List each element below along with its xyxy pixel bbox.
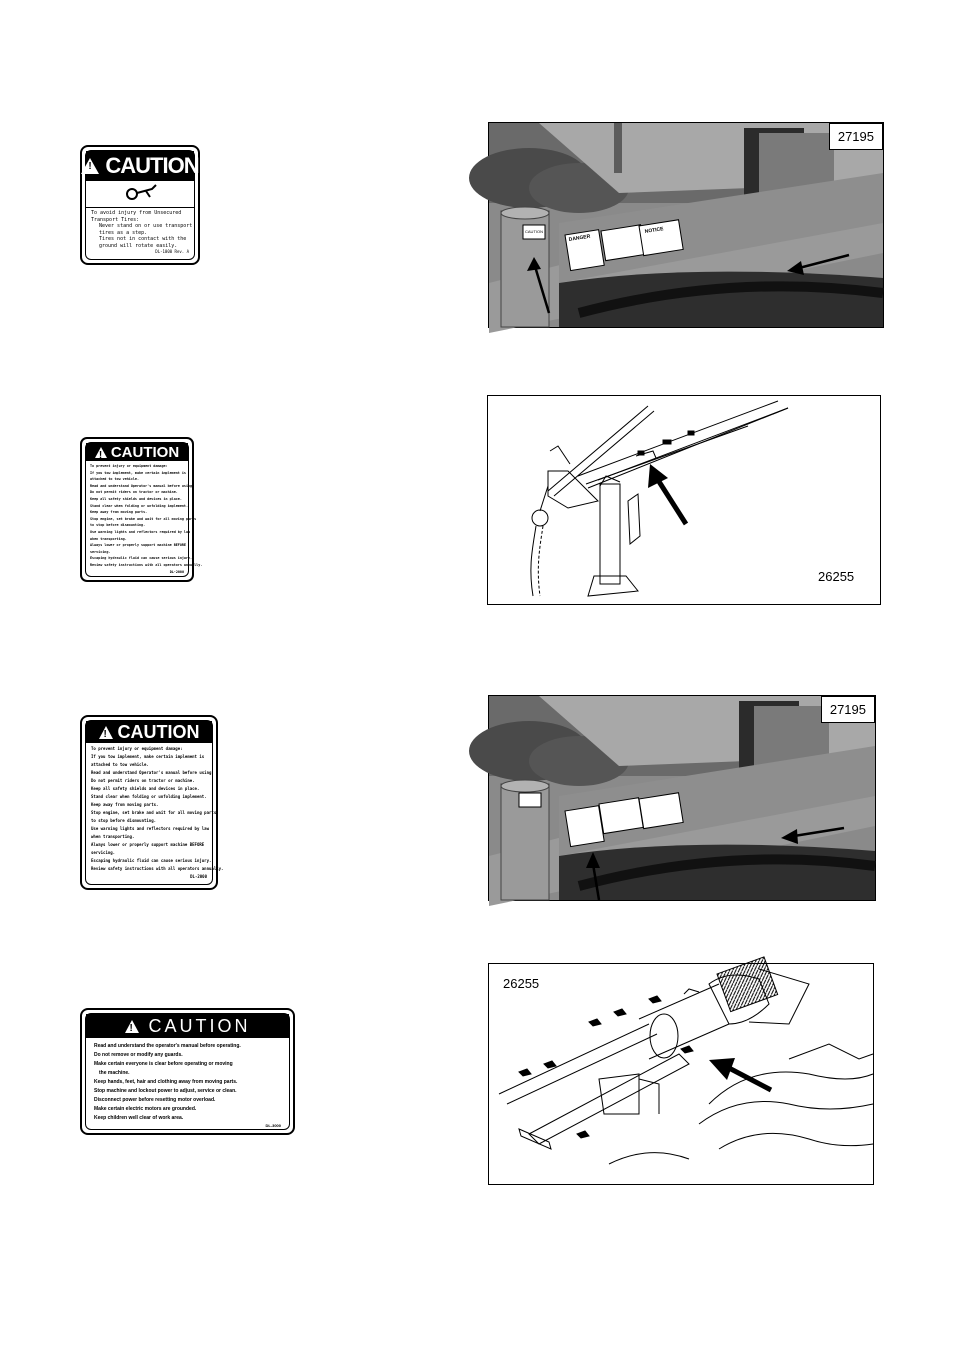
decal-line: servicing. xyxy=(91,850,116,855)
decal-line: Tires not in contact with the xyxy=(99,236,187,242)
decal-line: Keep all safety shields and devices in place. xyxy=(90,496,182,501)
photo-decal-location-3 xyxy=(488,695,876,901)
decal-line: Stop engine, set brake and wait for all moving parts xyxy=(90,516,197,521)
figure-number: 27195 xyxy=(821,696,875,723)
decal-header xyxy=(86,1014,289,1038)
decal-line: Never stand on or use transport xyxy=(99,223,193,229)
decal-line: Keep hands, feet, hair and clothing away from moving parts. xyxy=(94,1079,238,1085)
figure-number: 26255 xyxy=(818,569,855,584)
decal-header-text: CAUTION xyxy=(105,153,199,178)
caution-decal-general-3 xyxy=(80,715,224,890)
caution-decal-transport-tires xyxy=(80,145,200,265)
decal-line: servicing. xyxy=(90,549,111,554)
decal-code: DL-2000 xyxy=(190,874,207,879)
decal-code: DL-2000 xyxy=(169,569,184,574)
decal-line: Keep away from moving parts. xyxy=(91,802,159,807)
figure-number: 27195 xyxy=(829,123,883,150)
decal-code: DL-1000 Rev. A xyxy=(155,249,189,254)
decal-line: Read and understand the operator's manual before operating. xyxy=(94,1043,241,1049)
caution-decal-electric xyxy=(80,1008,295,1135)
arrow-icon xyxy=(729,1068,771,1090)
decal-line: If you tow implement, make certain implement is xyxy=(90,470,186,475)
decal-line: Use warning lights and reflectors required by law xyxy=(91,826,210,831)
decal-line: If you tow implement, make certain implement is xyxy=(91,754,205,759)
decal-line: Escaping hydraulic fluid can cause serious injury. xyxy=(91,858,212,863)
caution-decal-general-2 xyxy=(80,437,203,582)
photo-danger-label: DANGER xyxy=(568,233,591,243)
figure-auger-drawing xyxy=(488,963,874,1185)
decal-line: To prevent injury or equipment damage: xyxy=(90,464,168,468)
decal-line: To prevent injury or equipment damage: xyxy=(91,746,183,751)
decal-line: attached to tow vehicle. xyxy=(90,477,139,482)
arrow-icon xyxy=(658,480,686,524)
decal-code: DL-3000 xyxy=(265,1123,281,1128)
decal-line: the machine. xyxy=(99,1070,130,1076)
decal-line: Always lower or properly support machine BEFORE xyxy=(90,543,186,548)
decal-line: Make certain electric motors are grounded. xyxy=(94,1106,197,1112)
decal-line: Make certain everyone is clear before operating or moving xyxy=(94,1061,233,1067)
decal-line: Stop machine and lockout power to adjust, service or clean. xyxy=(94,1088,237,1094)
decal-line: Stop engine, set brake and wait for all moving parts xyxy=(91,810,217,815)
photo-notice-label: NOTICE xyxy=(644,226,664,235)
tire-symbol-icon xyxy=(86,181,194,208)
photo-decal-location-1 xyxy=(488,122,884,328)
decal-line: Do not remove or modify any guards. xyxy=(94,1052,183,1058)
decal-line: attached to tow vehicle. xyxy=(91,762,149,767)
decal-line: To avoid injury from Unsecured xyxy=(91,210,182,216)
warning-triangle-icon xyxy=(81,158,99,174)
decal-line: Read and understand Operator's manual before using. xyxy=(90,483,195,488)
figure-number: 26255 xyxy=(503,976,540,991)
decal-header-text: CAUTION xyxy=(110,443,180,461)
decal-line: Keep children well clear of work area. xyxy=(94,1115,184,1121)
decal-line: Do not permit riders on tractor or machine. xyxy=(91,778,195,783)
decal-line: Stand clear when folding or unfolding implement. xyxy=(91,794,207,799)
decal-line: Review safety instructions with all operators annually. xyxy=(90,562,203,567)
decal-line: Always lower or properly support machine BEFORE xyxy=(91,842,205,847)
decal-line: Use warning lights and reflectors required by law xyxy=(90,529,191,534)
decal-header xyxy=(86,151,199,181)
decal-line: Stand clear when folding or unfolding implement. xyxy=(90,503,188,508)
decal-line: Disconnect power before resetting motor overload. xyxy=(94,1097,216,1103)
figure-hitch-drawing xyxy=(487,395,881,605)
decal-line: when transporting. xyxy=(90,536,127,541)
decal-line: tires as a step. xyxy=(99,229,148,236)
decal-line: to stop before dismounting. xyxy=(91,818,157,823)
warning-triangle-icon xyxy=(125,1020,139,1033)
decal-line: Read and understand Operator's manual before using. xyxy=(91,770,214,775)
decal-header-text: CAUTION xyxy=(117,721,200,742)
decal-line: Keep all safety shields and devices in place. xyxy=(91,786,200,791)
photo-caution-label: CAUTION xyxy=(525,229,543,234)
decal-line: Transport Tires: xyxy=(91,216,140,223)
decal-header-text: CAUTION xyxy=(148,1015,251,1036)
decal-line: Review safety instructions with all operators annually. xyxy=(91,866,224,871)
warning-triangle-icon xyxy=(99,726,113,739)
decal-line: when transporting. xyxy=(91,834,135,839)
warning-triangle-icon xyxy=(95,447,107,458)
decal-header xyxy=(86,721,212,743)
decal-header xyxy=(86,443,188,461)
decal-line: ground will rotate easily. xyxy=(99,242,178,249)
decal-line: Keep away from moving parts. xyxy=(90,510,148,515)
decal-line: to stop before dismounting. xyxy=(90,523,146,528)
decal-line: Escaping hydraulic fluid can cause serious injury. xyxy=(90,556,193,561)
decal-line: Do not permit riders on tractor or machine. xyxy=(90,490,178,495)
